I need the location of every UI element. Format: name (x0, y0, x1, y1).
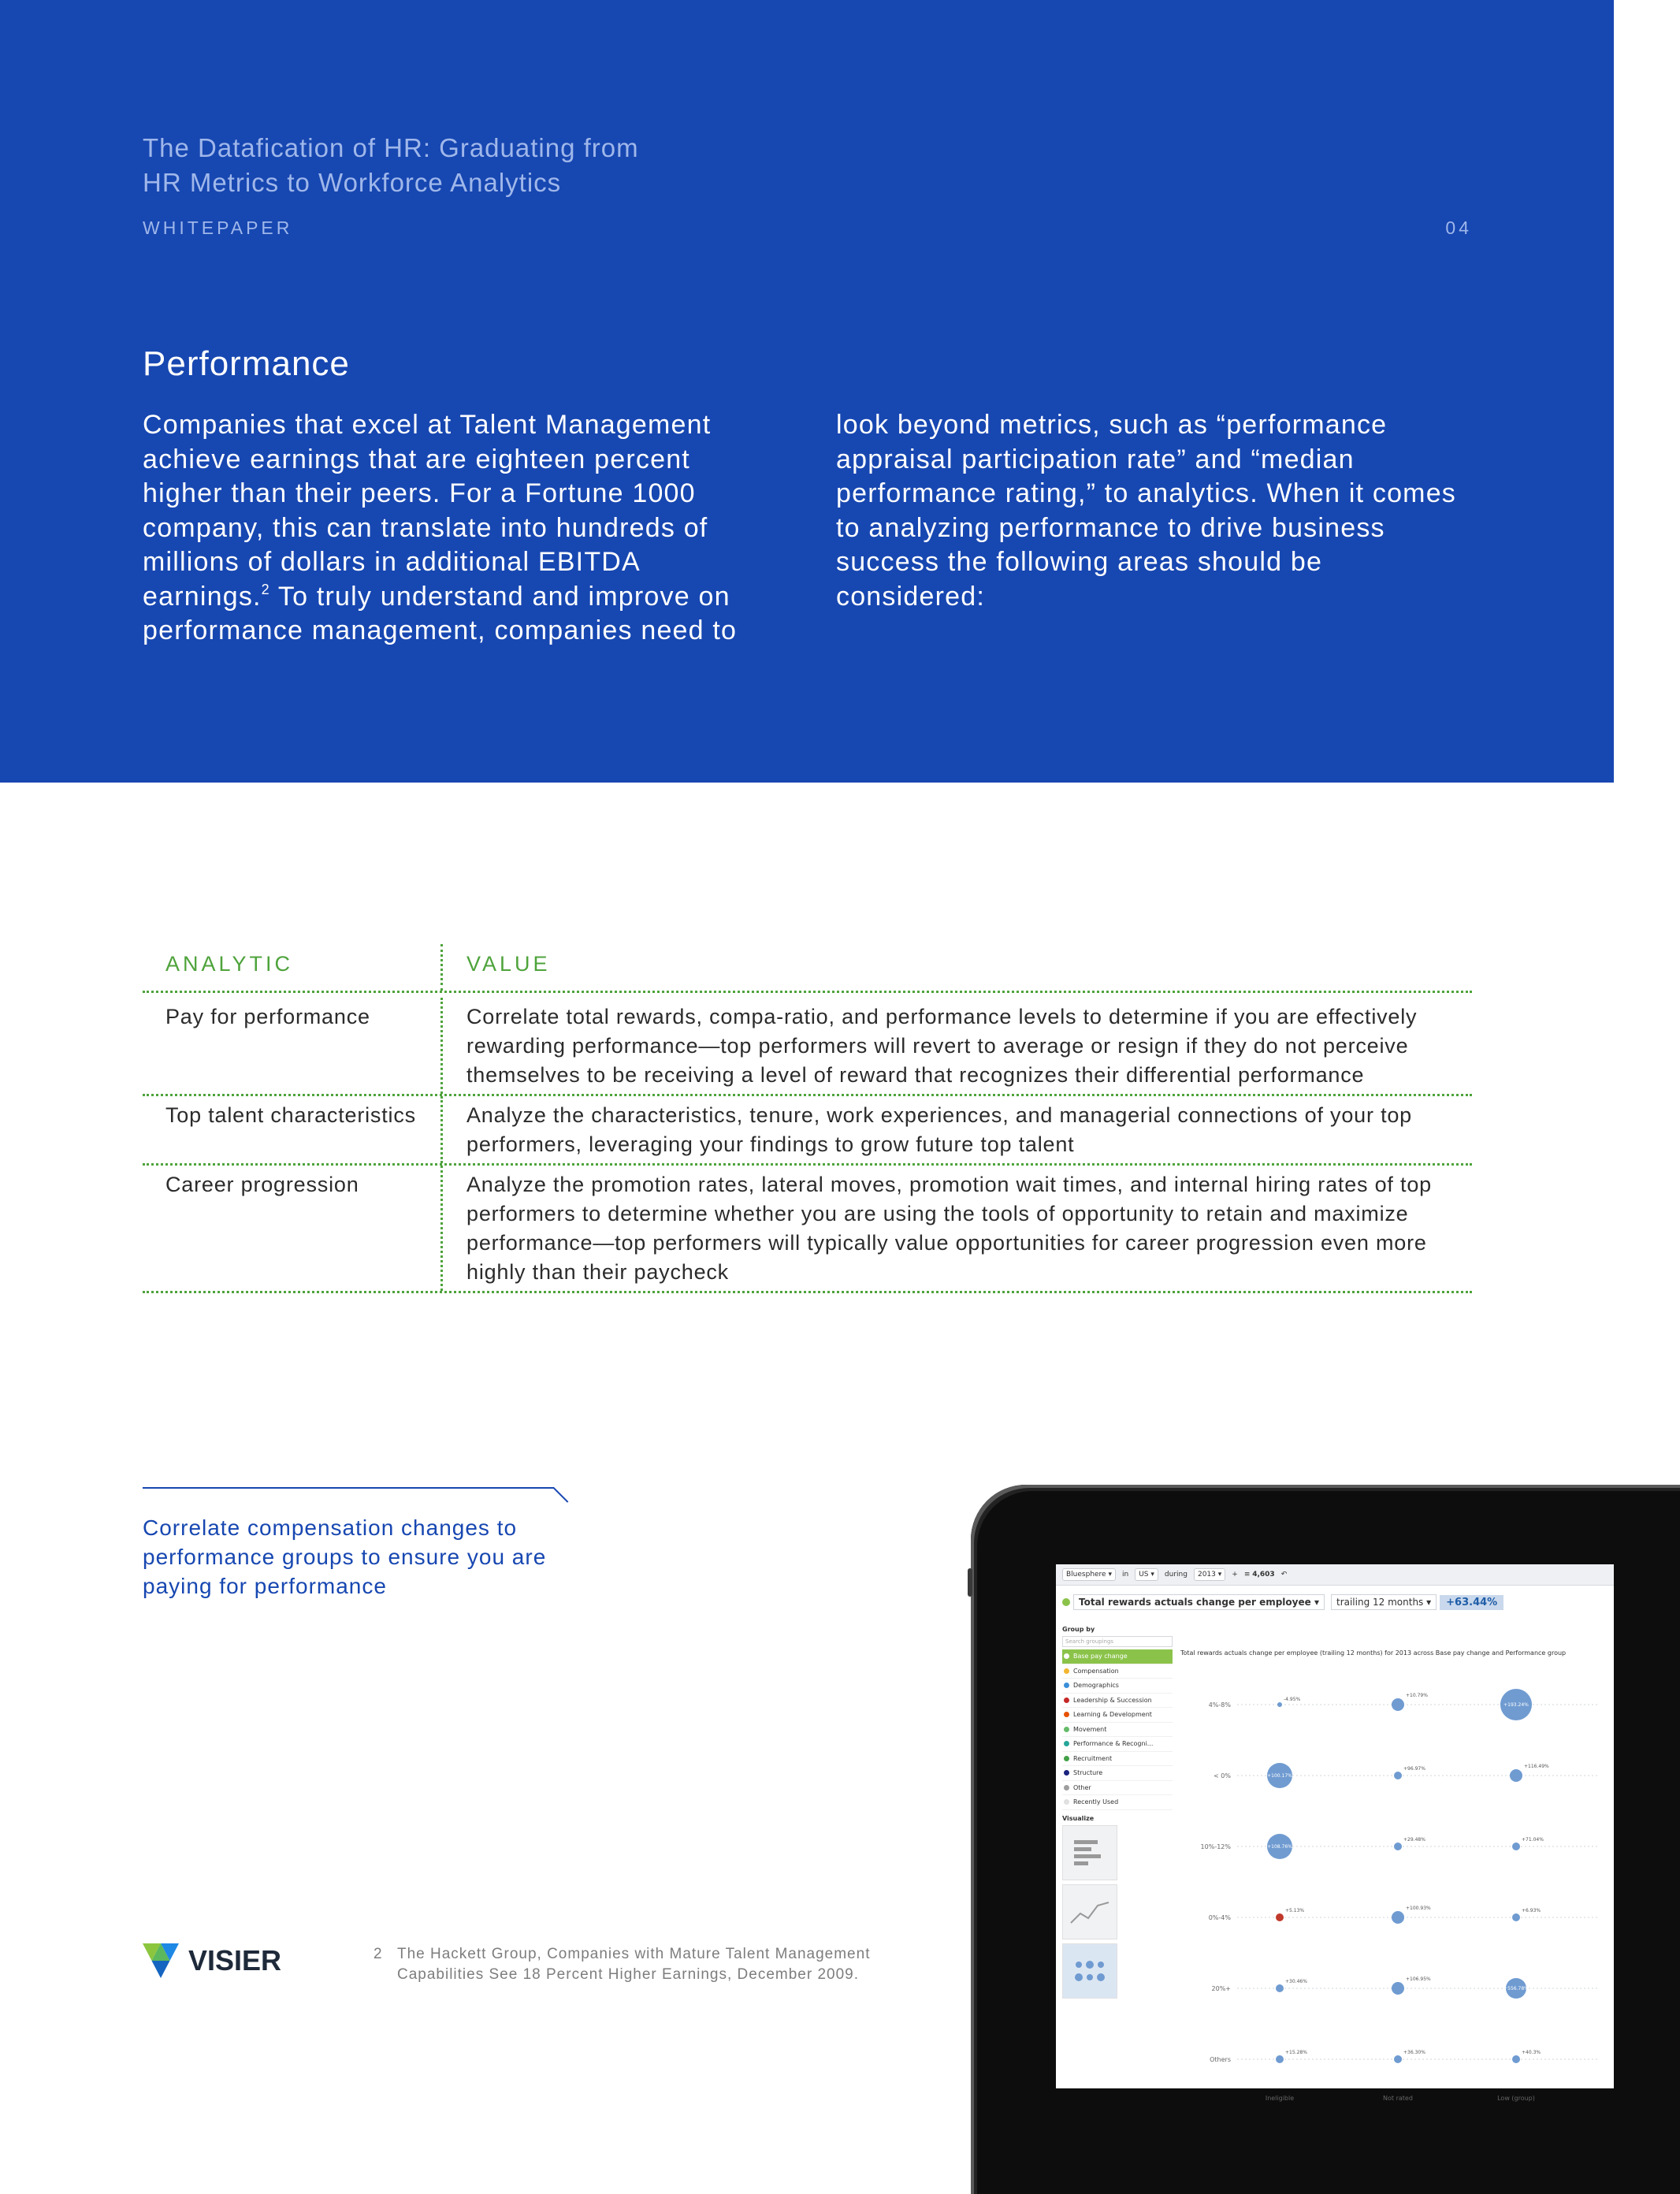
bubble-label: +10.79% (1406, 1693, 1428, 1698)
during-label: during (1164, 1571, 1188, 1579)
bubble-label: +556.78% (1503, 1986, 1529, 1991)
employee-count-value: 4,603 (1252, 1571, 1275, 1579)
callout-rule-tick (553, 1487, 569, 1503)
y-tick-label: 10%-12% (1200, 1843, 1231, 1850)
x-tick-label: Ineligible (1265, 2095, 1295, 2102)
population-dropdown[interactable]: Bluesphere ▾ (1062, 1568, 1116, 1581)
bubble[interactable] (1392, 1982, 1404, 1995)
table-row (143, 1166, 1472, 1293)
group-by-item[interactable]: Compensation (1062, 1664, 1173, 1679)
period-text: trailing 12 months (1336, 1597, 1424, 1608)
bubble-label: +96.97% (1403, 1766, 1425, 1772)
bubble-label: +30.46% (1285, 1979, 1307, 1984)
bubble-chart (1174, 1659, 1608, 2102)
bubble-label: +108.76% (1267, 1844, 1292, 1850)
table-row (143, 1096, 1472, 1166)
bubble-label: -4.95% (1284, 1697, 1301, 1702)
bubble[interactable] (1394, 1843, 1402, 1850)
visier-logo-icon (143, 1943, 179, 1978)
column-header-analytic: ANALYTIC (143, 944, 443, 991)
location-label: US (1139, 1571, 1149, 1579)
bubble[interactable] (1394, 1772, 1402, 1779)
footnote-text: The Hackett Group, Companies with Mature Talent Management Capabilities See 18 Percent Higher Earnings, December 2009. (397, 1946, 871, 1983)
document-title-line-1: The Datafication of HR: Graduating from (143, 133, 639, 162)
y-tick-label: 4%-8% (1208, 1701, 1231, 1709)
bubble[interactable] (1512, 2055, 1520, 2063)
bar-chart-icon (1063, 1826, 1117, 1880)
group-by-item[interactable]: Recruitment (1062, 1752, 1173, 1767)
bubble-label: +5.13% (1285, 1908, 1305, 1913)
bubble-label: +100.17% (1267, 1773, 1292, 1779)
y-tick-label: 0%-4% (1208, 1914, 1231, 1921)
metric-title-text: Total rewards actuals change per employee (1079, 1597, 1311, 1608)
footnote (374, 1944, 941, 1985)
analytics-table (143, 944, 1472, 1293)
tablet-side-button (968, 1568, 972, 1597)
bubble-label: +100.93% (1406, 1906, 1431, 1911)
year-dropdown[interactable]: 2013 ▾ (1194, 1568, 1225, 1581)
footnote-number: 2 (374, 1946, 383, 1962)
bubble[interactable] (1392, 1698, 1404, 1711)
callout-rule (143, 1487, 554, 1489)
bubble[interactable] (1510, 1769, 1522, 1782)
bubble-label: +6.93% (1522, 1908, 1541, 1913)
bubble[interactable] (1392, 1911, 1404, 1924)
document-type-label: WHITEPAPER (143, 218, 293, 238)
group-by-item[interactable]: Demographics (1062, 1679, 1173, 1694)
y-tick-label: < 0% (1214, 1772, 1231, 1779)
metric-selector[interactable]: Total rewards actuals change per employee ▾ (1073, 1594, 1325, 1610)
bar-chart-visualization-button[interactable] (1062, 1825, 1117, 1880)
bubble-label: +193.24% (1503, 1702, 1529, 1708)
group-by-title: Group by (1062, 1626, 1095, 1633)
bubble-chart-icon (1063, 1944, 1117, 1998)
footnote-reference: 2 (261, 581, 270, 597)
bubble[interactable] (1394, 2055, 1402, 2063)
value-cell: Analyze the characteristics, tenure, work experiences, and managerial connections of your top performers, leveraging your findings to grow future top talent (466, 1103, 1413, 1156)
metric-status-icon (1062, 1598, 1070, 1606)
tablet-screen (1056, 1564, 1614, 2102)
population-label: Bluesphere (1066, 1571, 1106, 1579)
group-by-item[interactable]: Other (1062, 1781, 1173, 1796)
body-text-part-1: Companies that excel at Talent Management achieve earnings that are eighteen percent higher than their peers. For a Fortune 1000 company, this can translate into hundreds of millions of dollars in additional EBITDA earnings. (143, 410, 712, 612)
trend-chart-icon (1063, 1885, 1117, 1939)
app-toolbar (1056, 1564, 1614, 1586)
bubble-label: +29.48% (1403, 1837, 1425, 1843)
group-by-list (1062, 1649, 1173, 1810)
bubble[interactable] (1512, 1913, 1520, 1921)
bubble-label: +36.30% (1403, 2050, 1425, 2055)
bubble-label: +71.04% (1522, 1837, 1544, 1843)
group-by-item[interactable]: Leadership & Succession (1062, 1694, 1173, 1709)
group-by-item[interactable]: Performance & Recogni... (1062, 1737, 1173, 1752)
bubble[interactable] (1277, 1702, 1282, 1707)
table-header-row (143, 944, 1472, 993)
body-text-right-column: look beyond metrics, such as “performance appraisal participation rate” and “median performance rating,” to analytics. When it comes to analyzing performance to drive business success the following areas should be considered: (836, 410, 1457, 612)
group-by-item[interactable]: Recently Used (1062, 1795, 1173, 1810)
bubble[interactable] (1276, 2055, 1284, 2063)
bubble-chart-visualization-button[interactable] (1062, 1943, 1117, 1999)
location-dropdown[interactable]: US ▾ (1135, 1568, 1158, 1581)
document-title-line-2: HR Metrics to Workforce Analytics (143, 168, 562, 197)
group-by-item[interactable]: Movement (1062, 1723, 1173, 1738)
group-by-search-input[interactable]: Search groupings (1062, 1636, 1173, 1647)
bubble-label: +15.28% (1285, 2050, 1307, 2055)
bubble[interactable] (1512, 1843, 1520, 1850)
value-cell: Analyze the promotion rates, lateral moves, promotion wait times, and internal hiring rates of top performers to determine whether you are using the tools of opportunity to retain and maximize performance—top performers will typically value opportunities for career progression even more highly than their paycheck (466, 1173, 1432, 1284)
column-header-value: VALUE (466, 952, 551, 976)
bubble-label: +40.3% (1522, 2050, 1541, 2055)
body-text-part-2: To truly understand and improve on performance management, companies need to (143, 581, 738, 645)
group-by-item[interactable]: Learning & Development (1062, 1708, 1173, 1723)
chart-title: Total rewards actuals change per employee (trailing 12 months) for 2013 across Base pay change and Performance group (1180, 1649, 1567, 1657)
employee-count: ≡ 4,603 (1243, 1571, 1275, 1579)
bubble-label: +106.95% (1406, 1976, 1431, 1982)
in-label: in (1122, 1571, 1129, 1579)
analytic-cell: Top talent characteristics (143, 1096, 443, 1163)
bubble[interactable] (1276, 1984, 1284, 1992)
group-by-panel (1062, 1626, 1173, 1999)
y-tick-label: 20%+ (1211, 1985, 1231, 1992)
year-label: 2013 (1197, 1571, 1216, 1579)
undo-icon[interactable]: ↶ (1280, 1571, 1288, 1579)
period-selector[interactable]: trailing 12 months ▾ (1331, 1594, 1437, 1610)
y-tick-label: Others (1210, 2056, 1231, 2063)
add-filter-icon[interactable]: + (1232, 1571, 1238, 1579)
table-row (143, 993, 1472, 1096)
value-cell: Correlate total rewards, compa-ratio, and performance levels to determine if you are effectively rewarding performance—top performers will revert to average or resign if they do not perceive themselves to be receiving a level of reward that recognizes their differential performance (466, 1005, 1418, 1087)
callout-text: Correlate compensation changes to performance groups to ensure you are paying for performance (143, 1515, 547, 1598)
group-by-item[interactable]: Base pay change (1062, 1649, 1173, 1664)
analytic-cell: Career progression (143, 1166, 443, 1291)
analytic-cell: Pay for performance (143, 998, 443, 1094)
visualize-title: Visualize (1062, 1814, 1095, 1822)
visier-logo-text: VISIER (188, 1944, 282, 1976)
section-title: Performance (143, 344, 350, 383)
group-by-item[interactable]: Structure (1062, 1766, 1173, 1781)
bubble[interactable] (1276, 1913, 1284, 1921)
page-number: 04 (1445, 218, 1472, 238)
bubble-label: +116.49% (1524, 1764, 1549, 1769)
metric-bar (1062, 1594, 1503, 1610)
x-tick-label: Not rated (1383, 2095, 1413, 2102)
visier-logo (143, 1943, 281, 1978)
x-tick-label: Low (group) (1497, 2095, 1535, 2102)
header-band (0, 0, 1614, 783)
body-text-left-column (143, 408, 765, 649)
document-title (143, 131, 852, 200)
metric-value: +63.44% (1440, 1595, 1503, 1610)
trend-chart-visualization-button[interactable] (1062, 1884, 1117, 1939)
